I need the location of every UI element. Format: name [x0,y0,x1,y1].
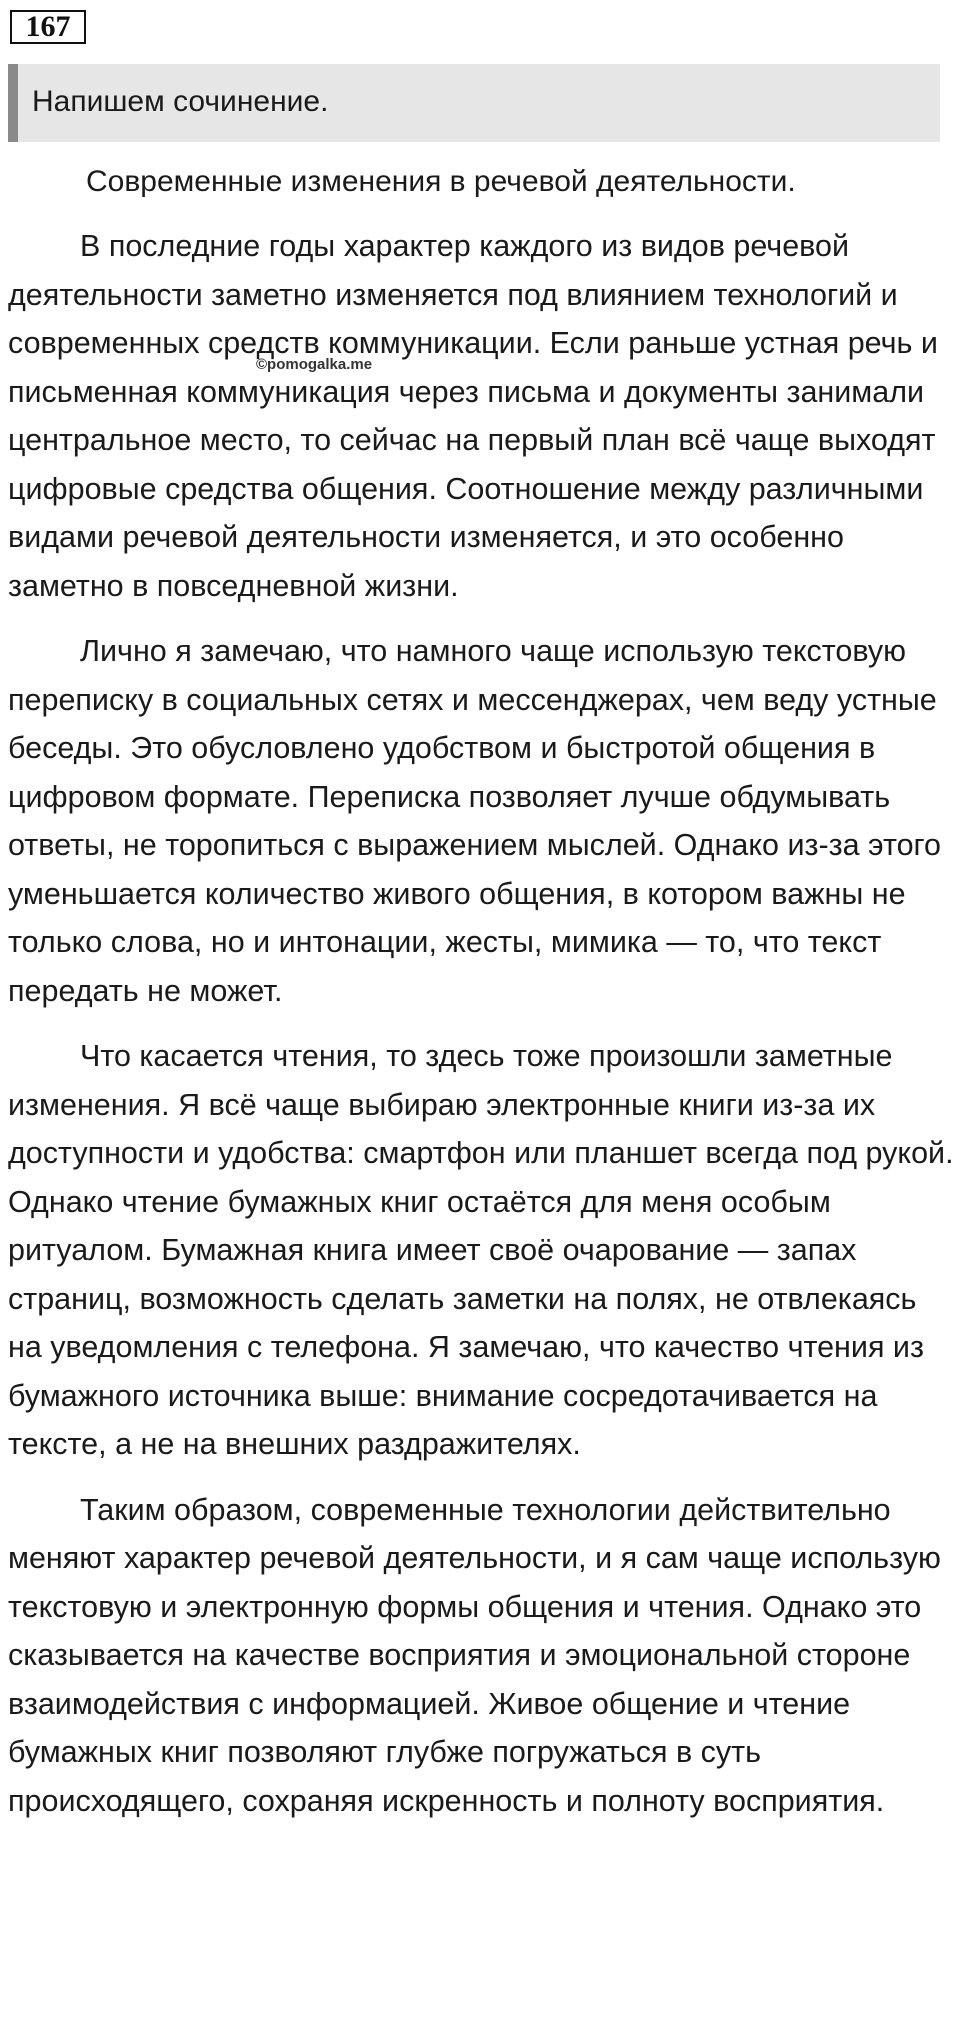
essay-paragraph: Что касается чтения, то здесь тоже произошли заметные изменения. Я всё чаще выбираю электронные книги из-за их доступности и удобства: смартфон или планшет всегда под рукой. Однако чтение бумажных книг остаётся для меня особым ритуалом. Бумажная книга имеет своё очарование — запах страниц, возможность сделать заметки на полях, не отвлекаясь на уведомления с телефона. Я замечаю, что качество чтения из бумажного источника выше: внимание сосредотачивается на тексте, а не на внешних раздражителях. [8,1039,954,1461]
essay-paragraph: Таким образом, современные технологии действительно меняют характер речевой деятельности, и я сам чаще использую текстовую и электронную формы общения и чтения. Однако это сказывается на качестве восприятия и эмоциональной стороне взаимодействия с информацией. Живое общение и чтение бумажных книг позволяют глубже погружаться в суть происходящего, сохраняя искренность и полноту восприятия. [8,1492,941,1818]
watermark: ©pomogalka.me [256,356,373,373]
essay-paragraph: Лично я замечаю, что намного чаще использую текстовую переписку в социальных сетях и мессенджерах, чем веду устные беседы. Это обусловлено удобством и быстротой общения в цифровом формате. Переписка позволяет лучше обдумывать ответы, не торопиться с выражением мыслей. Однако из-за этого уменьшается количество живого общения, в котором важны не только слова, но и интонации, жесты, мимика — то, что текст передать не может. [8,634,941,1008]
instruction-banner [8,64,940,142]
task-number: 167 [10,10,86,44]
essay-paragraph: В последние годы характер каждого из видов речевой деятельности заметно изменяется под влиянием технологий и современных средств коммуникации. Если раньше устная речь и письменная коммуникация через письма и документы занимали центральное место, то сейчас на первый план всё чаще выходят цифровые средства общения. Соотношение между различными видами речевой деятельности изменяется, и это особенно заметно в повседневной жизни. [8,229,938,603]
essay-title: Современные изменения в речевой деятельности. [86,165,796,198]
instruction-text: Напишем сочинение. [32,85,329,118]
essay-body [8,222,956,1842]
